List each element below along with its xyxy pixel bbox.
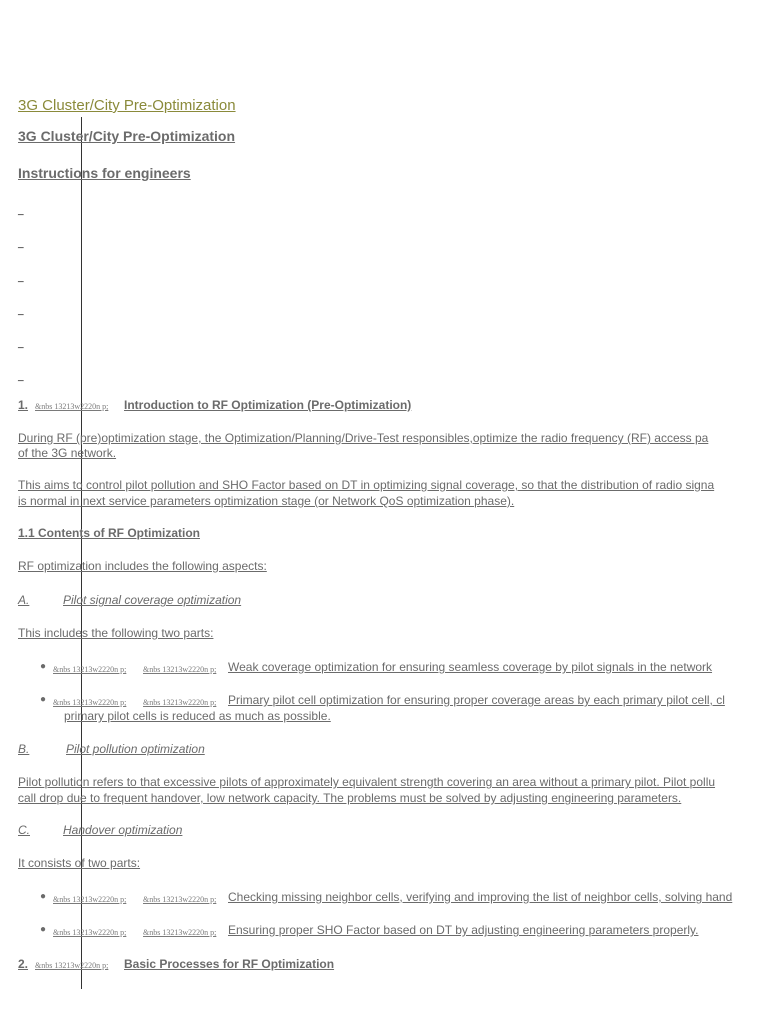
section-1-title: Introduction to RF Optimization (Pre-Optimization) bbox=[124, 398, 412, 412]
paragraph-4: This includes the following two parts: bbox=[18, 626, 214, 640]
nbsp-code-2: &nbs 13213w2220n p; bbox=[35, 961, 109, 970]
bullet-4-text: Ensuring proper SHO Factor based on DT by adjusting engineering parameters properly. bbox=[228, 923, 699, 937]
bullet-3-dot: ● bbox=[40, 891, 47, 902]
empty-line-3: _ bbox=[18, 272, 24, 283]
bullet-1-text: Weak coverage optimization for ensuring seamless coverage by pilot signals in the network bbox=[228, 660, 713, 674]
empty-line-6: _ bbox=[18, 371, 24, 382]
empty-line-4: _ bbox=[18, 305, 24, 316]
bullet-4-code-a: &nbs 13213w2220n p; bbox=[53, 928, 127, 937]
document-title-link[interactable]: 3G Cluster/City Pre-Optimization bbox=[18, 97, 236, 114]
item-c-text: Handover optimization bbox=[63, 823, 183, 837]
item-c-label: C. bbox=[18, 823, 30, 837]
empty-line-2: _ bbox=[18, 238, 24, 249]
paragraph-2-line-1: This aims to control pilot pollution and SHO Factor based on DT in optimizing signal coverage, so that the distribution of radio signa bbox=[18, 478, 715, 492]
section-2-number: 2. bbox=[18, 957, 29, 971]
bullet-2-text-line-1: Primary pilot cell optimization for ensuring proper coverage areas by each primary pilot cell, cl bbox=[228, 693, 725, 707]
section-2-title: Basic Processes for RF Optimization bbox=[124, 957, 335, 971]
bullet-2-dot: ● bbox=[40, 694, 47, 705]
bullet-3-text: Checking missing neighbor cells, verifying and improving the list of neighbor cells, solving hand bbox=[228, 890, 733, 904]
instructions-heading: Instructions for engineers bbox=[18, 165, 191, 181]
item-b-label: B. bbox=[18, 742, 30, 756]
paragraph-5-line-2: call drop due to frequent handover, low network capacity. The problems must be solved by adjusting engineering parameters. bbox=[18, 791, 682, 805]
empty-line-5: _ bbox=[18, 338, 24, 349]
bullet-1-code-a: &nbs 13213w2220n p; bbox=[53, 665, 127, 674]
bullet-3-code-b: &nbs 13213w2220n p; bbox=[143, 895, 217, 904]
paragraph-2-line-2: is normal in next service parameters optimization stage (or Network QoS optimization phase). bbox=[18, 494, 515, 508]
item-a-text: Pilot signal coverage optimization bbox=[63, 593, 242, 607]
paragraph-6: It consists of two parts: bbox=[18, 856, 141, 870]
paragraph-1-line-1: During RF (pre)optimization stage, the Optimization/Planning/Drive-Test responsibles,optimize the radio frequency (RF) access pa bbox=[18, 431, 709, 445]
item-a-label: A. bbox=[18, 593, 30, 607]
nbsp-code: &nbs 13213w2220n p; bbox=[35, 402, 109, 411]
empty-line-1: _ bbox=[18, 205, 24, 216]
paragraph-3: RF optimization includes the following aspects: bbox=[18, 559, 267, 573]
bullet-1-code-b: &nbs 13213w2220n p; bbox=[143, 665, 217, 674]
bullet-3-code-a: &nbs 13213w2220n p; bbox=[53, 895, 127, 904]
subsection-1-1-title: 1.1 Contents of RF Optimization bbox=[18, 526, 200, 540]
bullet-2-code-b: &nbs 13213w2220n p; bbox=[143, 698, 217, 707]
bullet-2-code-a: &nbs 13213w2220n p; bbox=[53, 698, 127, 707]
bullet-4-code-b: &nbs 13213w2220n p; bbox=[143, 928, 217, 937]
bullet-4-dot: ● bbox=[40, 924, 47, 935]
section-1-number: 1. bbox=[18, 398, 29, 412]
bullet-1-dot: ● bbox=[40, 661, 47, 672]
paragraph-1-line-2: of the 3G network. bbox=[18, 446, 117, 460]
paragraph-5-line-1: Pilot pollution refers to that excessive pilots of approximately equivalent strength covering an area without a primary pilot. Pilot pollu bbox=[18, 775, 716, 789]
item-b-text: Pilot pollution optimization bbox=[66, 742, 205, 756]
bullet-2-text-line-2: primary pilot cells is reduced as much as possible. bbox=[64, 709, 331, 723]
document-heading: 3G Cluster/City Pre-Optimization bbox=[18, 128, 236, 144]
